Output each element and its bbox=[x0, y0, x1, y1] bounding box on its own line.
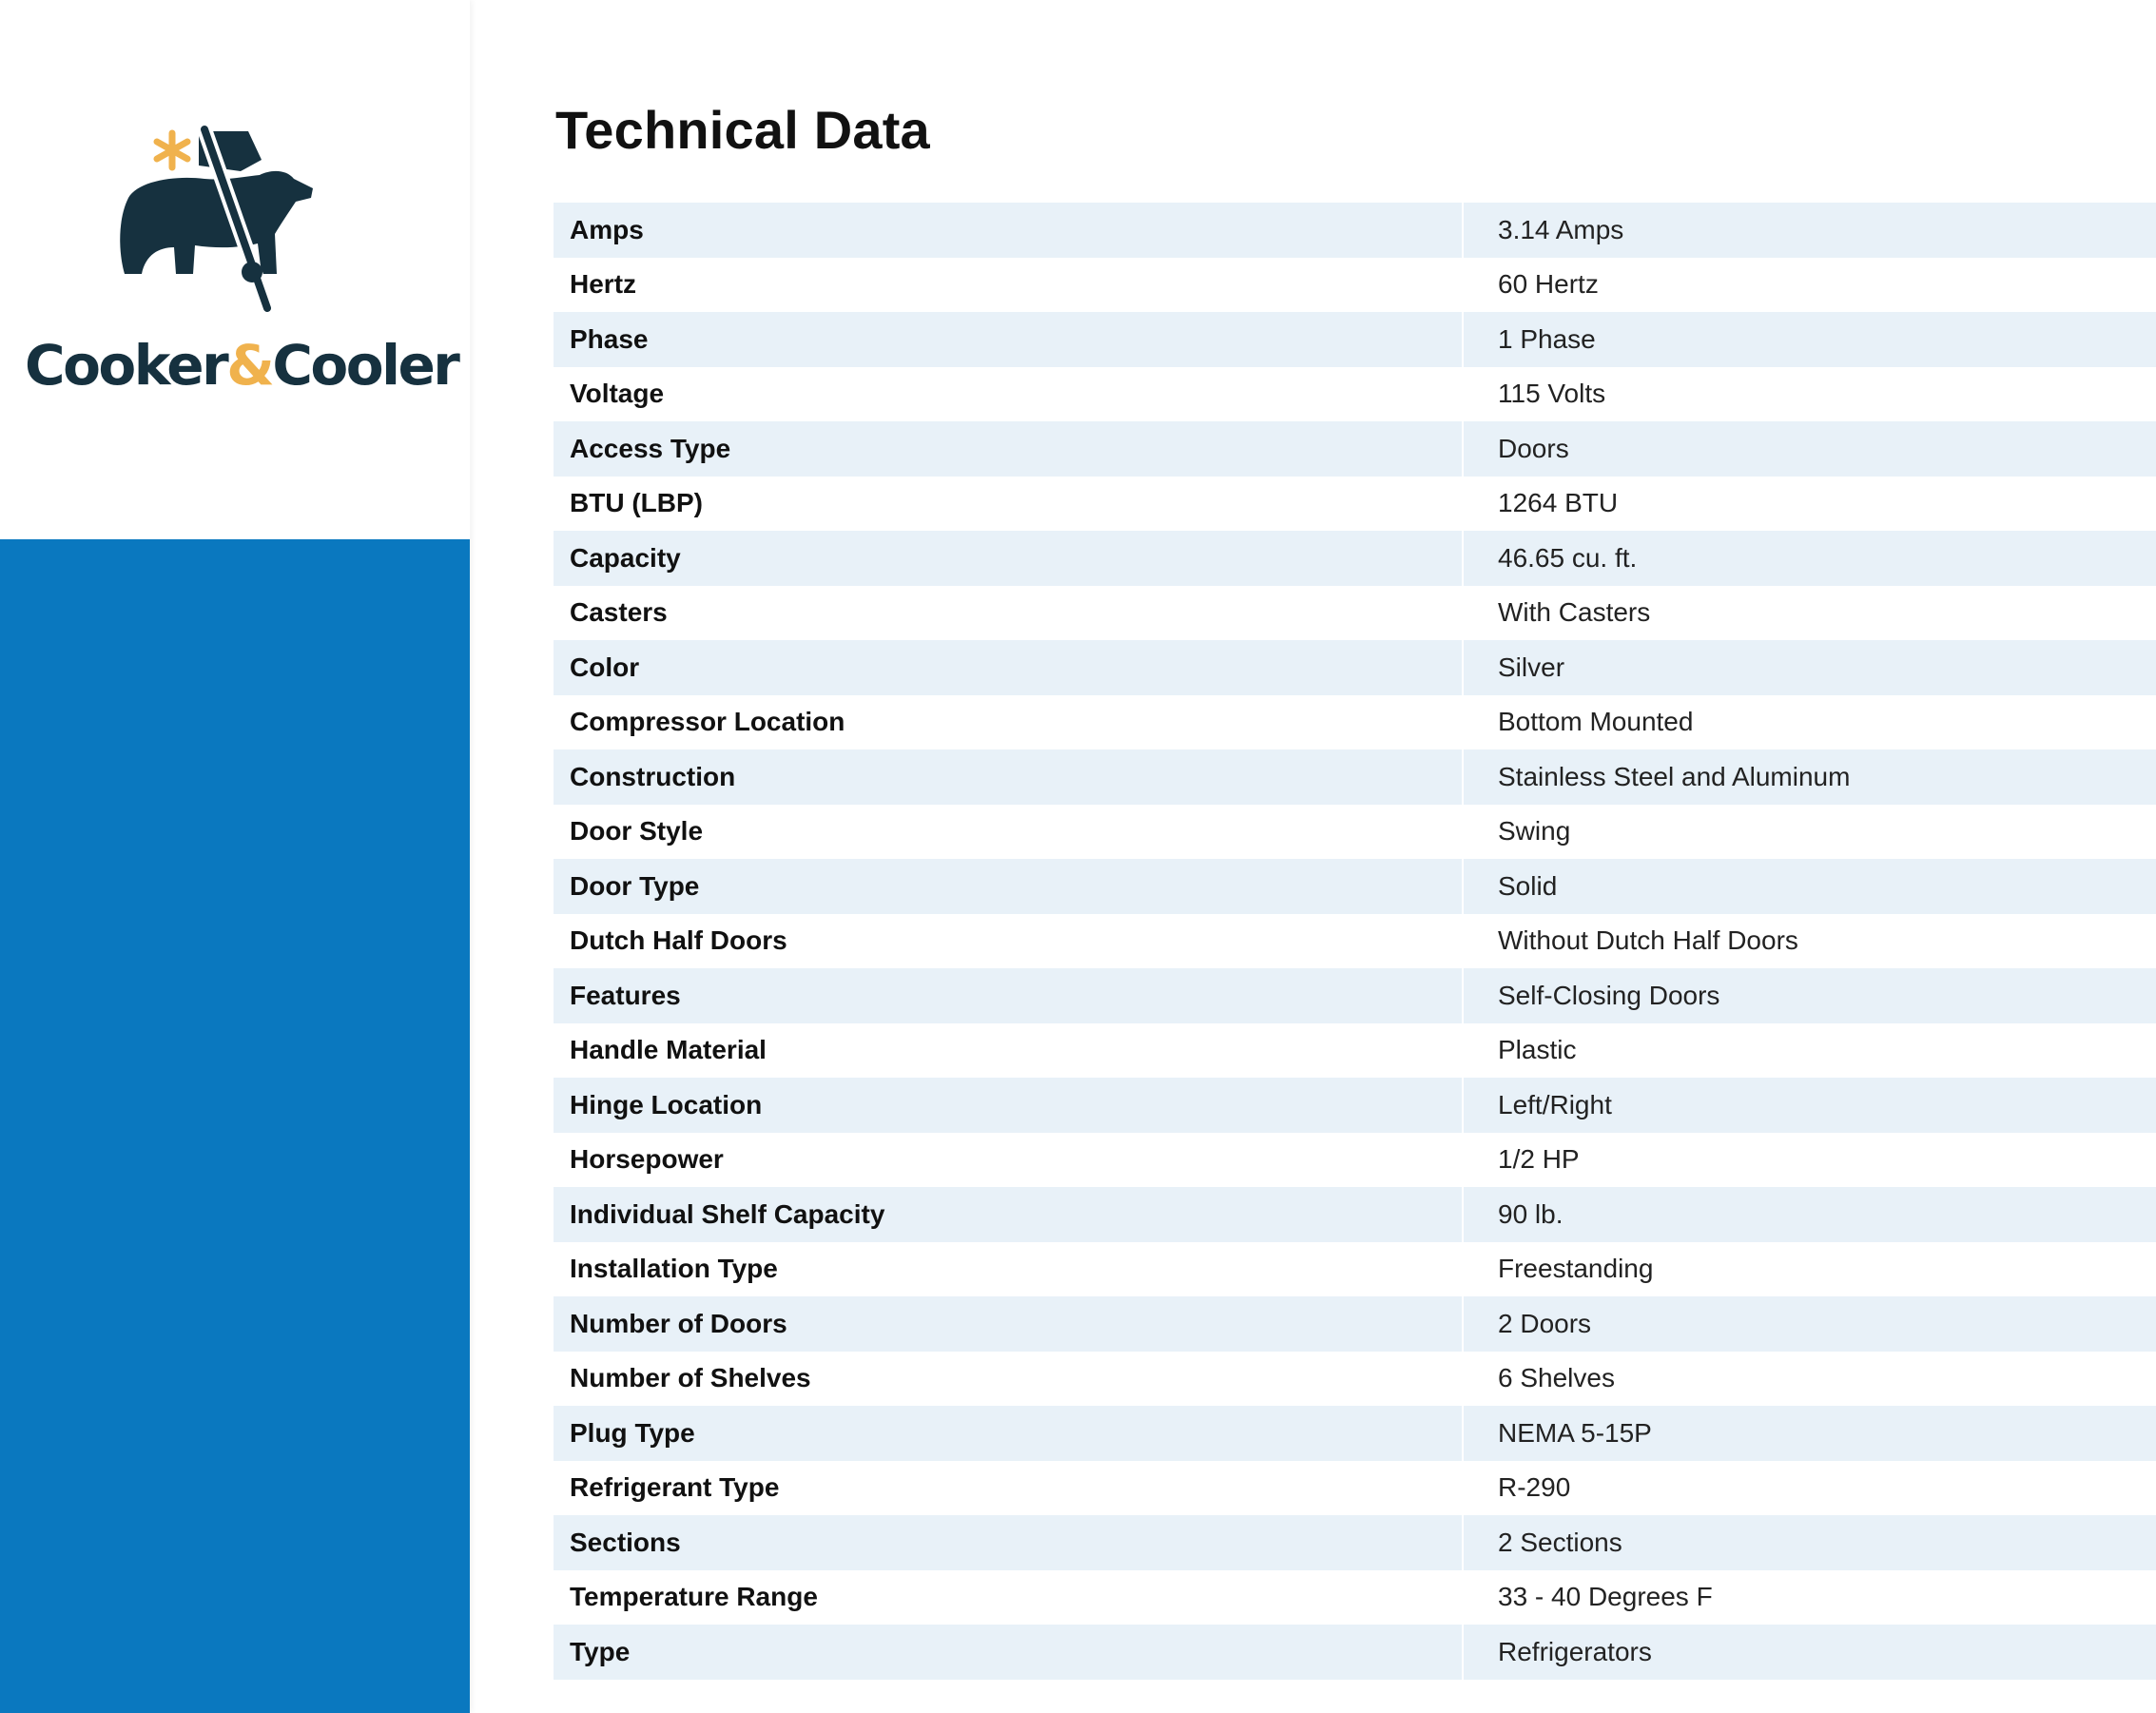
spec-label: Capacity bbox=[554, 531, 1464, 586]
spec-value: Freestanding bbox=[1498, 1254, 1654, 1284]
table-row bbox=[554, 1406, 2156, 1461]
spec-value: Left/Right bbox=[1498, 1089, 1612, 1119]
table-row bbox=[554, 1461, 2156, 1516]
spec-label: Installation Type bbox=[554, 1242, 1464, 1297]
snowflake-icon bbox=[157, 133, 187, 167]
table-row bbox=[554, 1133, 2156, 1188]
spec-label: Individual Shelf Capacity bbox=[554, 1187, 1464, 1242]
spec-value: 3.14 Amps bbox=[1498, 214, 1624, 244]
spec-label: Features bbox=[554, 968, 1464, 1023]
spec-label: Type bbox=[554, 1625, 1464, 1680]
table-row bbox=[554, 203, 2156, 258]
spec-value: 2 Sections bbox=[1498, 1527, 1622, 1557]
main-content bbox=[554, 0, 2156, 1713]
page-title: Technical Data bbox=[555, 100, 930, 160]
spec-label: Plug Type bbox=[554, 1406, 1464, 1461]
spec-value: Bottom Mounted bbox=[1498, 707, 1694, 737]
spec-label: Door Type bbox=[554, 859, 1464, 914]
sidebar-color-block bbox=[0, 539, 470, 1713]
spec-value: 1 Phase bbox=[1498, 323, 1596, 354]
spec-label: Phase bbox=[554, 312, 1464, 367]
table-row bbox=[554, 914, 2156, 969]
table-row bbox=[554, 586, 2156, 641]
sidebar bbox=[0, 0, 470, 1713]
spec-label: Number of Doors bbox=[554, 1296, 1464, 1352]
spec-value: Self-Closing Doors bbox=[1498, 980, 1720, 1010]
table-row bbox=[554, 258, 2156, 313]
table-row bbox=[554, 1352, 2156, 1407]
spec-value: Solid bbox=[1498, 870, 1558, 901]
spec-label: Horsepower bbox=[554, 1133, 1464, 1188]
brand-ampersand: & bbox=[226, 333, 273, 398]
spec-value: 115 Volts bbox=[1498, 379, 1606, 409]
table-row bbox=[554, 968, 2156, 1023]
spec-value: Without Dutch Half Doors bbox=[1498, 925, 1798, 956]
table-row bbox=[554, 1296, 2156, 1352]
spec-value: 60 Hertz bbox=[1498, 269, 1599, 300]
spec-label: Amps bbox=[554, 203, 1464, 258]
table-row bbox=[554, 1187, 2156, 1242]
table-row bbox=[554, 367, 2156, 422]
spec-value: Refrigerators bbox=[1498, 1636, 1652, 1666]
spec-label: Handle Material bbox=[554, 1023, 1464, 1079]
spec-label: Hinge Location bbox=[554, 1078, 1464, 1133]
table-row bbox=[554, 1515, 2156, 1570]
spec-label: Access Type bbox=[554, 421, 1464, 477]
spec-value: Swing bbox=[1498, 816, 1571, 847]
spec-value: Stainless Steel and Aluminum bbox=[1498, 761, 1851, 791]
table-row bbox=[554, 1242, 2156, 1297]
spec-value: 1264 BTU bbox=[1498, 488, 1619, 518]
spec-label: Sections bbox=[554, 1515, 1464, 1570]
spec-label: BTU (LBP) bbox=[554, 477, 1464, 532]
table-row bbox=[554, 1078, 2156, 1133]
table-row bbox=[554, 859, 2156, 914]
logo-area bbox=[0, 0, 470, 539]
table-row bbox=[554, 695, 2156, 750]
spec-label: Voltage bbox=[554, 367, 1464, 422]
spec-value: With Casters bbox=[1498, 597, 1651, 628]
table-row bbox=[554, 421, 2156, 477]
spec-value: R-290 bbox=[1498, 1472, 1571, 1503]
spec-value: Plastic bbox=[1498, 1035, 1577, 1065]
table-row bbox=[554, 1023, 2156, 1079]
table-row bbox=[554, 531, 2156, 586]
polar-bear-flag-icon bbox=[100, 122, 347, 312]
spec-label: Compressor Location bbox=[554, 695, 1464, 750]
spec-value: NEMA 5-15P bbox=[1498, 1417, 1652, 1448]
spec-label: Casters bbox=[554, 586, 1464, 641]
spec-value: 6 Shelves bbox=[1498, 1363, 1615, 1393]
spec-label: Construction bbox=[554, 749, 1464, 805]
brand-name-cooler: Cooler bbox=[272, 333, 458, 398]
spec-label: Color bbox=[554, 640, 1464, 695]
brand-wordmark bbox=[25, 333, 462, 398]
spec-label: Refrigerant Type bbox=[554, 1461, 1464, 1516]
spec-value: 33 - 40 Degrees F bbox=[1498, 1582, 1713, 1612]
table-row bbox=[554, 805, 2156, 860]
spec-value: 46.65 cu. ft. bbox=[1498, 542, 1638, 573]
table-row bbox=[554, 477, 2156, 532]
spec-value: Doors bbox=[1498, 433, 1569, 463]
brand-name-cooker: Cooker bbox=[25, 333, 227, 398]
spec-label: Number of Shelves bbox=[554, 1352, 1464, 1407]
table-row bbox=[554, 1570, 2156, 1625]
spec-label: Hertz bbox=[554, 258, 1464, 313]
table-row bbox=[554, 312, 2156, 367]
spec-label: Dutch Half Doors bbox=[554, 914, 1464, 969]
spec-value: 2 Doors bbox=[1498, 1308, 1592, 1338]
spec-value: 1/2 HP bbox=[1498, 1144, 1580, 1175]
spec-label: Temperature Range bbox=[554, 1570, 1464, 1625]
technical-data-table bbox=[554, 203, 2156, 1680]
spec-value: Silver bbox=[1498, 652, 1565, 682]
table-row bbox=[554, 1625, 2156, 1680]
spec-value: 90 lb. bbox=[1498, 1198, 1564, 1229]
spec-label: Door Style bbox=[554, 805, 1464, 860]
table-row bbox=[554, 749, 2156, 805]
table-row bbox=[554, 640, 2156, 695]
